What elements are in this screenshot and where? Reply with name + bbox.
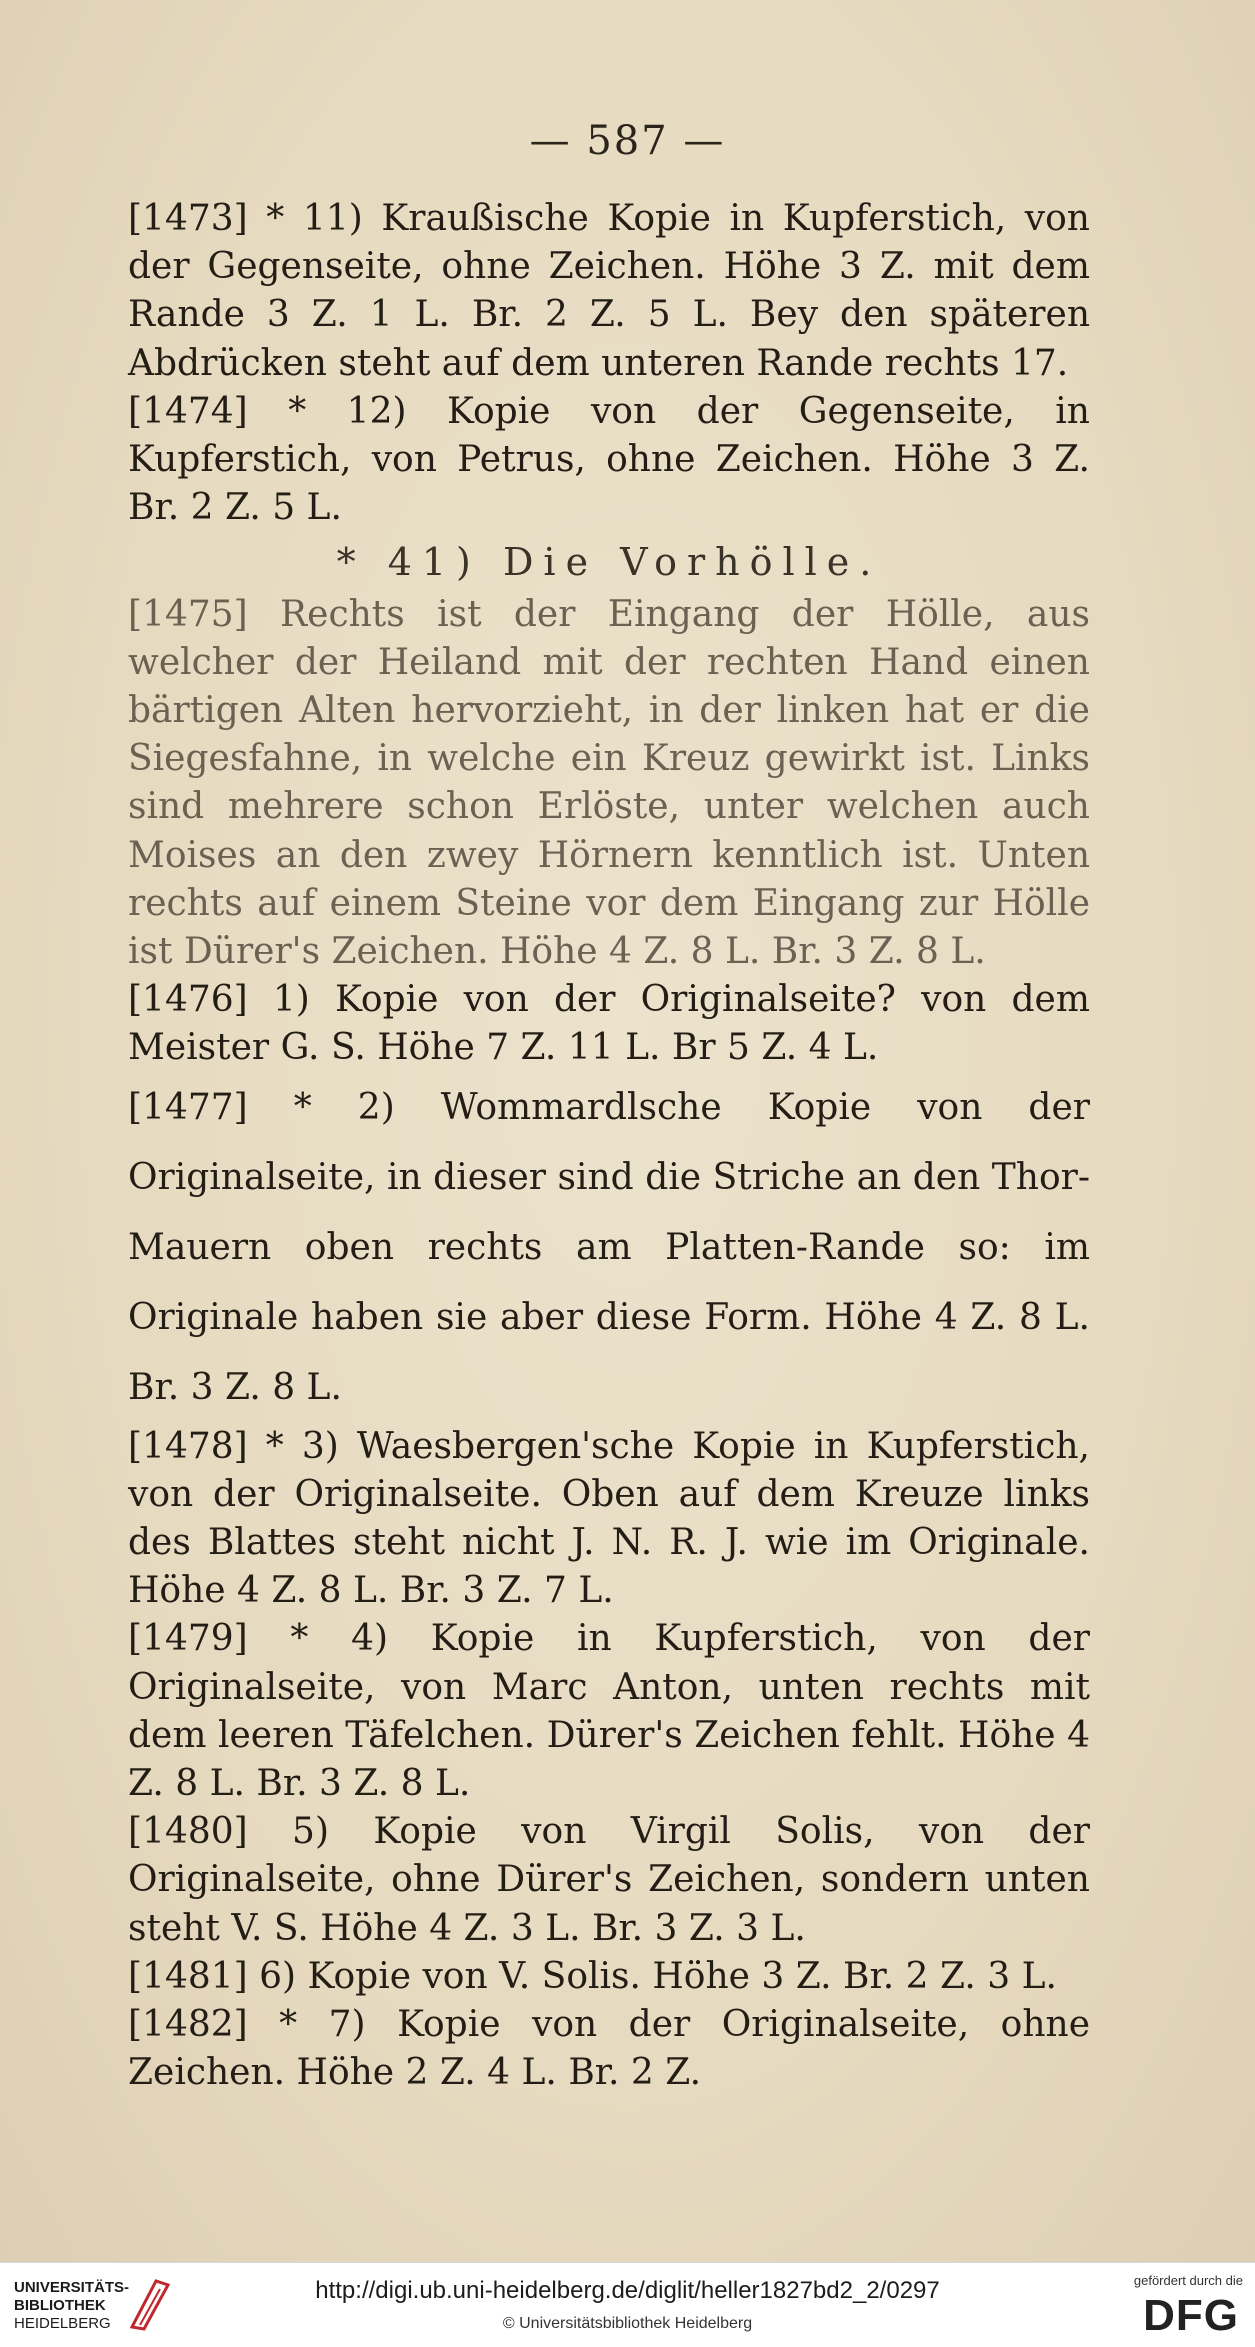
footer-bar	[0, 2262, 1255, 2347]
dfg-logo[interactable]: DFG	[1143, 2291, 1239, 2340]
page-text	[128, 195, 1090, 2098]
entry-1475: [1475] Rechts ist der Eingang der Hölle, aus welcher der Heiland mit der rechten Hand einen bärtigen Alten hervorzieht, in der linken hat er die Siegesfahne, in welche ein Kreuz gewirkt ist. Links sind mehrere schon Erlöste, unter welchen auch Moises an den zwey Hörnern kenntlich ist. Unten rechts auf einem Steine vor dem Eingang zur Hölle ist Dürer's Zeichen. Höhe 4 Z. 8 L. Br. 3 Z. 8 L.	[128, 593, 1090, 973]
funding-label: gefördert durch die	[1133, 2273, 1243, 2288]
entry-1482: [1482] * 7) Kopie von der Originalseite, ohne Zeichen. Höhe 2 Z. 4 L. Br. 2 Z.	[128, 2004, 1090, 2094]
entry-1474: [1474] * 12) Kopie von der Gegenseite, in Kupferstich, von Petrus, ohne Zeichen. Höhe 3 Z. Br. 2 Z. 5 L.	[128, 390, 1090, 529]
entry-1480: [1480] 5) Kopie von Virgil Solis, von der Originalseite, ohne Dürer's Zeichen, sondern unten steht V. S. Höhe 4 Z. 3 L. Br. 3 Z. 3 L.	[128, 1811, 1090, 1949]
entry-1473: [1473] * 11) Kraußische Kopie in Kupferstich, von der Gegenseite, ohne Zeichen. Höhe 3 Z. mit dem Rande 3 Z. 1 L. Br. 2 Z. 5 L. Bey den späteren Abdrücken steht auf dem unteren Rande rechts 17.	[128, 198, 1090, 384]
entry-1477: [1477] * 2) Wommardlsche Kopie von der Originalseite, in dieser sind die Striche an den Thor-Mauern oben rechts am Platten-Rande so: im Originale haben sie aber diese Form. Höhe 4 Z. 8 L. Br. 3 Z. 8 L.	[128, 1086, 1090, 1408]
entry-1479: [1479] * 4) Kopie in Kupferstich, von der Originalseite, von Marc Anton, unten rechts mit dem leeren Täfelchen. Dürer's Zeichen fehlt. Höhe 4 Z. 8 L. Br. 3 Z. 8 L.	[128, 1618, 1090, 1805]
page-number: — 587 —	[529, 118, 726, 164]
logo-line-2: BIBLIOTHEK	[14, 2297, 106, 2314]
copyright-notice: © Universitätsbibliothek Heidelberg	[502, 2315, 753, 2332]
entry-1476: [1476] 1) Kopie von der Originalseite? von dem Meister G. S. Höhe 7 Z. 11 L. Br 5 Z. 4 L.	[128, 979, 1090, 1069]
entry-1481: [1481] 6) Kopie von V. Solis. Höhe 3 Z. Br. 2 Z. 3 L.	[128, 1955, 1057, 1997]
logo-line-1: UNIVERSITÄTS-	[14, 2279, 130, 2296]
section-heading: * 41) Die Vorhölle.	[336, 540, 882, 585]
logo-line-3: HEIDELBERG	[14, 2315, 111, 2332]
permalink-url[interactable]: http://digi.ub.uni-heidelberg.de/diglit/heller1827bd2_2/0297	[315, 2277, 940, 2304]
entry-1478: [1478] * 3) Waesbergen'sche Kopie in Kupferstich, von der Originalseite. Oben auf dem Kreuze links des Blattes steht nicht J. N. R. J. wie im Originale. Höhe 4 Z. 8 L. Br. 3 Z. 7 L.	[128, 1425, 1090, 1612]
